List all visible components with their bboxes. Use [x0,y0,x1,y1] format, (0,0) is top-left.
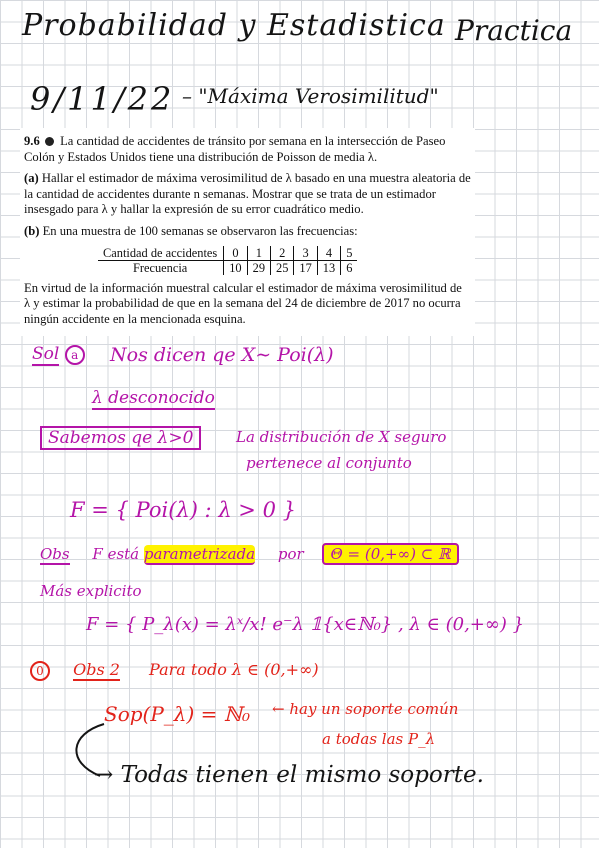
problem-number: 9.6 [24,134,40,148]
note-boxed-fact: Sabemos qe λ>0 [40,428,201,448]
problem-statement [20,128,475,336]
part-a-text: Hallar el estimador de máxima verosimilitud de λ basado en una muestra aleatoria de la cantidad de accidentes durante n semanas. Mostrar que se trata de un estimador insesgado para λ y hallar la expresión de su error cuadrático medio. [24,171,471,217]
obs-label: Obs [40,545,70,563]
table-cell: 17 [294,260,317,275]
support-comment: ← hay un soporte común [272,700,459,718]
support-equation: Sop(P_λ) = ℕ₀ [104,702,251,726]
note-family-set: F = { Poi(λ) : λ > 0 } [70,498,296,522]
table-cell: 25 [271,260,294,275]
problem-closing: En virtud de la información muestral calcular el estimador de máxima verosimilitud de λ y estimar la probabilidad de que en la semana del 24 de diciembre de 2017 no ocurra ningún accidente en la mencionada esquina. [24,280,462,326]
table-cell: 2 [271,246,294,261]
part-b-text: En una muestra de 100 semanas se observaron las frecuencias: [42,223,358,238]
table-cell: 0 [224,246,247,261]
table-cell: 3 [294,246,317,261]
table-row [98,260,357,275]
mas-explicito: Más explicito [40,582,142,600]
table-cell: 5 [341,246,358,261]
obs-theta: Θ = (0,+∞) ⊂ ℝ [322,543,458,565]
date-heading: 9/11/22 [30,80,175,118]
problem-intro [24,134,471,165]
note-line-1: Nos dicen qe X∼ Poi(λ) [110,344,334,366]
frequency-table [98,246,357,275]
obs-line [40,545,459,563]
table-cell: 1 [247,246,270,261]
table-row [98,246,357,261]
table-row-label: Cantidad de accidentes [98,246,224,261]
part-b-label: (b) [24,223,40,238]
obs-mid: F está [92,545,140,563]
obs-por: por [277,545,304,563]
note-line-4: pertenece al conjunto [246,454,412,472]
problem-intro-text: La cantidad de accidentes de tránsito por semana en la intersección de Paseo Colón y Estados Unidos tiene una distribución de Poisson de media λ. [24,134,446,164]
page-title: Probabilidad y Estadistica [22,8,446,43]
note-line-3-right: La distribución de X seguro [236,428,447,446]
obs2-text: Para todo λ ∈ (0,+∞) [149,660,319,679]
final-conclusion: → Todas tienen el mismo soporte. [94,762,484,788]
obs2-line [30,660,319,681]
part-marker: a [65,345,85,365]
table-cell: 29 [247,260,270,275]
sol-text: Sol [32,344,60,364]
table-cell: 10 [224,260,247,275]
table-cell: 6 [341,260,358,275]
obs2-number: 0 [30,661,50,681]
obs-highlight: parametrizada [143,545,256,563]
table-cell: 13 [317,260,340,275]
table-row-label: Frecuencia [132,260,188,275]
sol-label [32,344,85,365]
difficulty-dot-icon [45,137,54,146]
subtitle-heading: – "Máxima Verosimilitud" [182,84,439,108]
obs2-label: Obs 2 [73,660,120,679]
note-line-2: λ desconocido [92,388,215,408]
support-comment-2: a todas las P_λ [322,730,436,748]
part-a-label: (a) [24,171,39,186]
part-b [24,224,471,240]
table-cell: 4 [317,246,340,261]
page-title-right: Practica [455,14,573,47]
part-a [24,171,471,218]
note-poisson-family: F = { P_λ(x) = λˣ/x! e⁻λ 𝟙{x∈ℕ₀} , λ ∈ (0,+∞) } [86,614,525,635]
